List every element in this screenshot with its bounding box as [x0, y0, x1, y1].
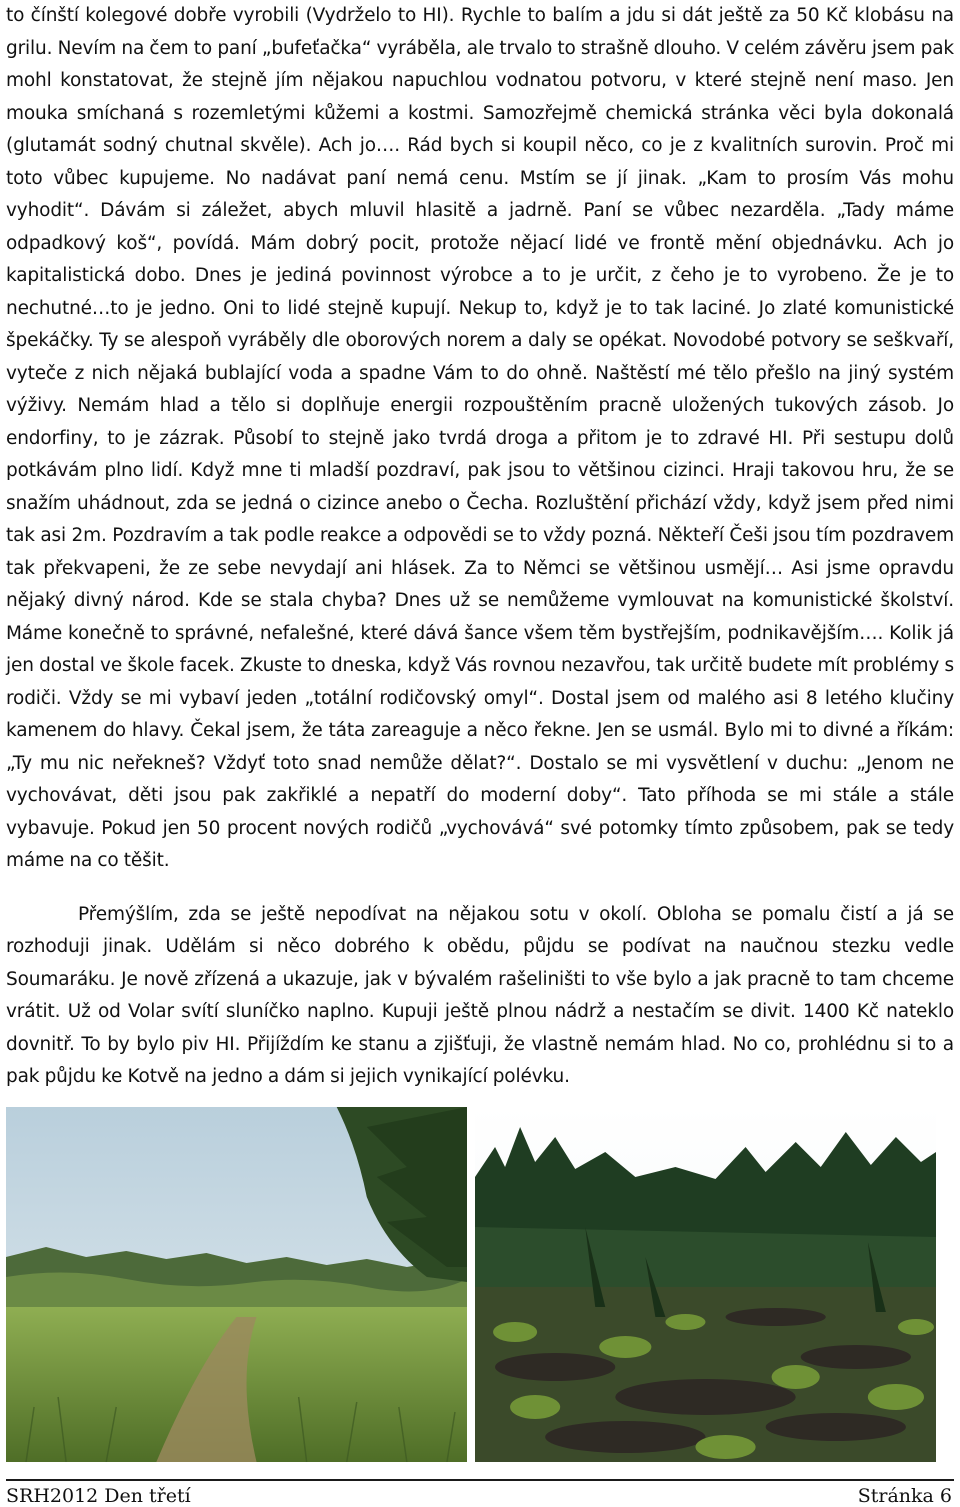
photo-peat-bog	[475, 1107, 936, 1462]
page-number: Stránka 6	[857, 1485, 952, 1507]
footer-title: SRH2012 Den třetí	[6, 1485, 191, 1507]
article-body	[6, 0, 954, 1094]
page-footer	[6, 1485, 952, 1507]
photo-meadow-path	[6, 1107, 467, 1462]
peat-bog-image	[475, 1107, 936, 1462]
footer-divider	[6, 1479, 954, 1481]
meadow-path-image	[6, 1107, 467, 1462]
photo-row	[6, 1107, 936, 1462]
paragraph-2: Přemýšlím, zda se ještě nepodívat na nějakou sotu v okolí. Obloha se pomalu čistí a já se rozhoduji jinak. Udělám si něco dobrého k obědu, půjdu se podívat na naučnou stezku vedle Soumaráku. Je nově zřízená a ukazuje, jak v bývalém rašeliništi to vše bylo a jak pracně to tam chceme vrátit. Už od Volar svítí sluníčko naplno. Kupuji ještě plnou nádrž a nestačím se divit. 1400 Kč nateklo dovnitř. To by bylo piv HI. Přijíždím ke stanu a zjišťuji, že vlastně nemám hlad. No co, prohlédnu si to a pak půjdu ke Kotvě na jedno a dám si jejich vynikající polévku.	[6, 903, 954, 1087]
paragraph-1: to čínští kolegové dobře vyrobili (Vydrželo to HI). Rychle to balím a jdu si dát ještě za 50 Kč klobásu na grilu. Nevím na čem to paní „bufeťačka“ vyráběla, ale trvalo to strašně dlouho. V celém závěru jsem pak mohl konstatovat, že stejně jím nějakou napuchlou vodnatou potvoru, v které stejně není maso. Jen mouka smíchaná s rozemletými kůžemi a kostmi. Samozřejmě chemická stránka věci byla dokonalá (glutamát sodný chutnal skvěle). Ach jo…. Rád bych si koupil něco, co je z kvalitních surovin. Proč mi toto vůbec kupujeme. No nadávat paní nemá cenu. Mstím se jí jinak. „Kam to prosím Vás mohu vyhodit“. Dávám si záležet, abych mluvil hlasitě a jadrně. Paní se vůbec nezarděla. „Tady máme odpadkový koš“, povídá. Mám dobrý pocit, protože nějací lidé ve frontě mění objednávku. Ach jo kapitalistická dobo. Dnes je jediná povinnost výrobce a to je určit, z čeho je to vyrobeno. Že je to nechutné…to je jedno. Oni to lidé stejně kupují. Nekup to, když je to tak laciné. Jo zlaté komunistické špekáčky. Ty se alespoň vyráběly dle oborových norem a daly se opékat. Novodobé potvory se seškvaří, vyteče z nich nějaká bublající voda a spadne Vám to do ohně. Naštěstí mé tělo přešlo na jiný systém výživy. Nemám hlad a tělo si doplňuje energii rozpouštěním pracně uložených tukových zásob. Jo endorfiny, to je zázrak. Působí to stejně jako tvrdá droga a přitom je to zdravé HI. Při sestupu dolů potkávám plno lidí. Když mne ti mladší pozdraví, pak jsou to většinou cizinci. Hraji takovou hru, že se snažím uhádnout, zda se jedná o cizince anebo o Čecha. Rozluštění přichází vždy, když jsem před nimi tak asi 2m. Pozdravím a tak podle reakce a odpovědi se to vždy pozná. Někteří Češi jsou tím pozdravem tak překvapeni, že ze sebe nevydají ani hlásek. Za to Němci se většinou usmějí… Asi jsme opravdu nějaký divný národ. Kde se stala chyba? Dnes už se nemůžeme vymlouvat na komunistické školství. Máme konečně to správné, nefalešné, které dává šance všem těm bystřejším, podnikavějším…. Kolik já jen dostal ve škole facek. Zkuste to dneska, když Vás rovnou nezavřou, tak určitě budete mít problémy s rodiči. Vždy se mi vybaví jeden „totální rodičovský omyl“. Dostal jsem od malého asi 8 letého klučiny kamenem do hlavy. Čekal jsem, že táta zareaguje a něco řekne. Jen se usmál. Bylo mi to divné a říkám: „Ty mu nic neřekneš? Vždyť toto snad nemůže dělat?“. Dostalo se mi vysvětlení v duchu: „Jenom ne vychovávat, děti jsou pak zakřiklé a nepatří do moderní doby“. Tato příhoda se mi stále a stále vybavuje. Pokud jen 50 procent nových rodičů „vychovává“ své potomky tímto způsobem, pak se tedy máme na co těšit.	[6, 5, 954, 871]
